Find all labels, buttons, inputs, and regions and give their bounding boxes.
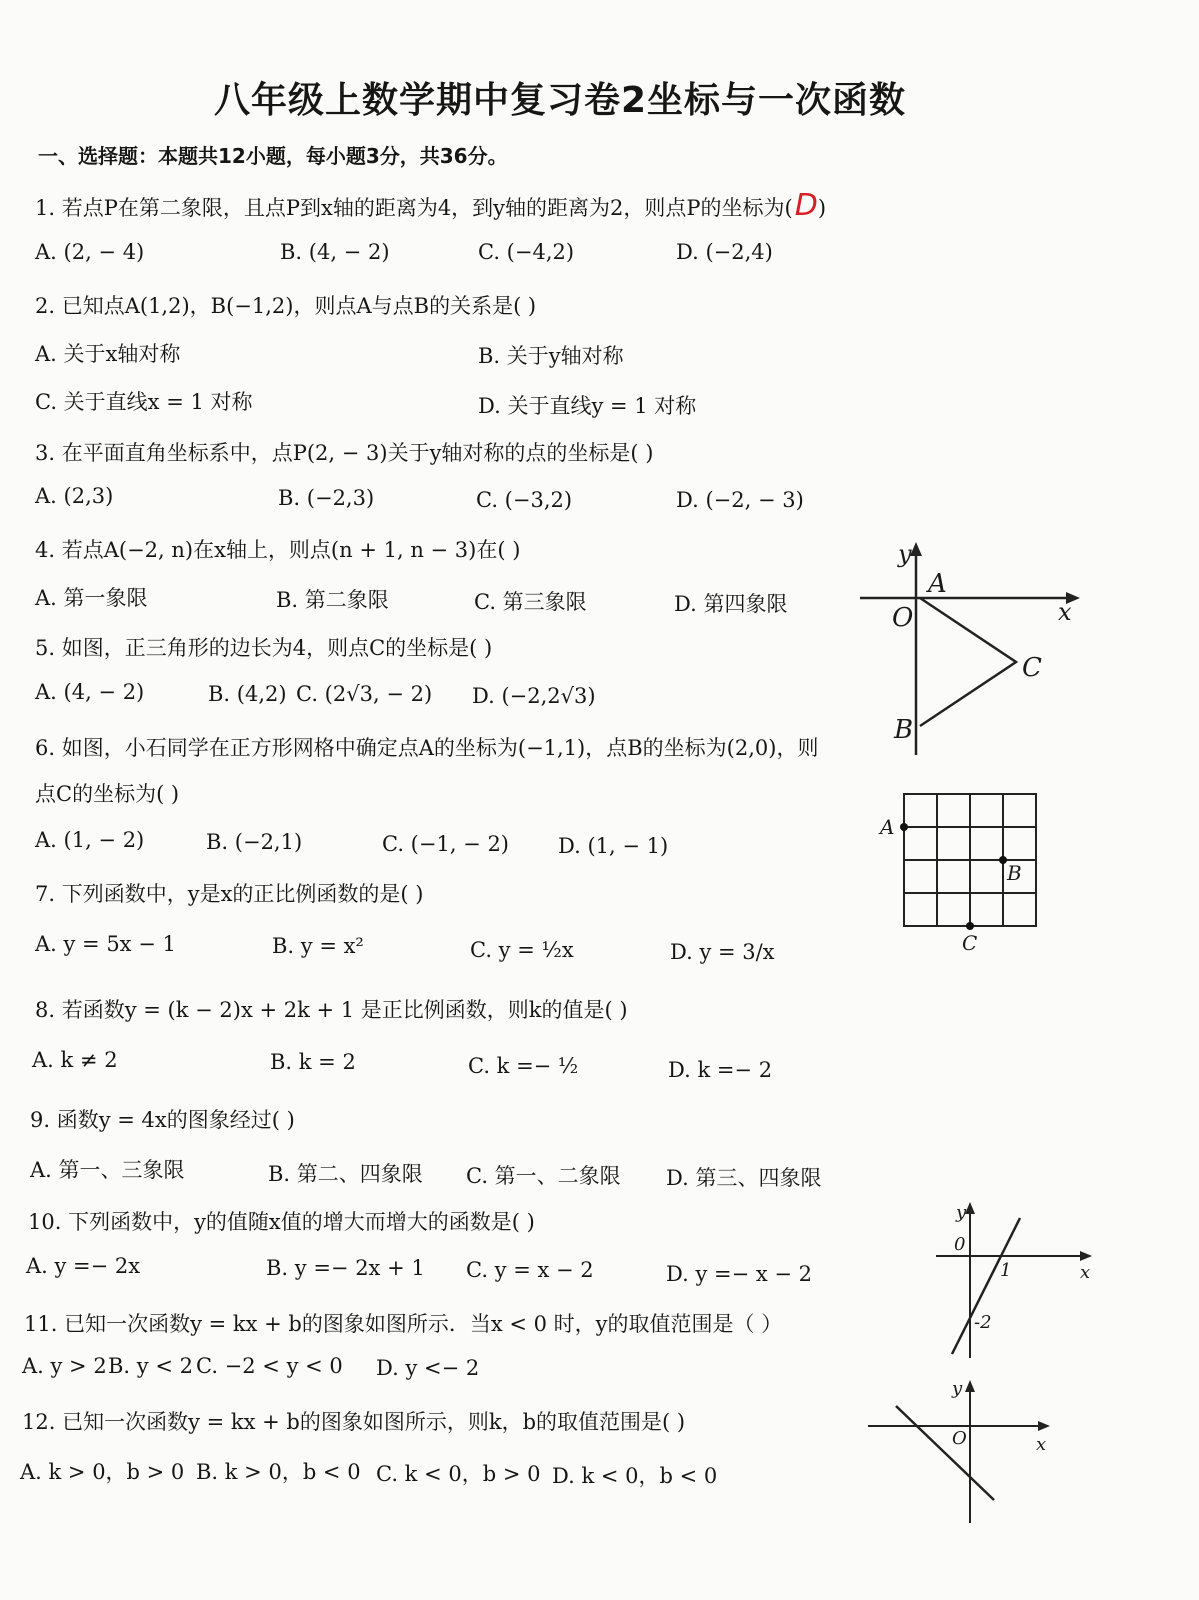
q8-option-d: D. k =− 2 [668,1058,773,1082]
q5-option-a: A. (4, − 2) [35,680,145,704]
figure-q12-graph [862,1378,1062,1528]
q7-option-c: C. y = ½x [470,938,574,962]
question-11-stem: 11. 已知一次函数y = kx + b的图象如图所示．当x < 0 时，y的取值范围是（ ） [24,1312,783,1336]
question-8-stem: 8. 若函数y = (k − 2)x + 2k + 1 是正比例函数，则k的值是( ) [35,998,628,1022]
origin-label: 0 [954,1234,966,1255]
q5-option-b: B. (4,2) [208,682,287,706]
y-axis-arrow [965,1380,975,1392]
grid-lines [904,794,1036,926]
q4-option-b: B. 第二象限 [276,588,389,612]
x-axis-arrow [1080,1251,1092,1261]
point-a-label: A [880,815,895,839]
point-a [900,823,908,831]
question-6-stem: 6. 如图，小石同学在正方形网格中确定点A的坐标为(−1,1)，点B的坐标为(2,0)，则 [35,736,819,760]
q2-option-b: B. 关于y轴对称 [478,344,624,368]
question-1-stem: 1. 若点P在第二象限，且点P到x轴的距离为4，到y轴的距离为2，则点P的坐标为( [35,196,793,220]
q3-option-b: B. (−2,3) [278,486,375,510]
origin-label: O [952,1428,967,1449]
q10-option-d: D. y =− x − 2 [666,1262,812,1286]
q10-option-b: B. y =− 2x + 1 [266,1256,425,1280]
q11-option-b: B. y < 2 [108,1354,193,1378]
q7-option-a: A. y = 5x − 1 [35,932,176,956]
question-1 [35,188,826,223]
question-5-stem: 5. 如图，正三角形的边长为4，则点C的坐标是( ) [35,636,493,660]
q10-option-a: A. y =− 2x [26,1254,141,1278]
q1-option-a: A. (2, − 4) [35,240,145,264]
q4-option-a: A. 第一象限 [35,586,148,610]
question-12-stem: 12. 已知一次函数y = kx + b的图象如图所示，则k，b的取值范围是( ) [22,1410,686,1434]
q6-option-a: A. (1, − 2) [35,828,145,852]
q5-option-d: D. (−2,2√3) [472,684,596,708]
q12-option-a: A. k > 0，b > 0 [20,1460,185,1484]
triangle-edges [920,598,1016,726]
y-label: y [956,1202,967,1223]
q9-option-d: D. 第三、四象限 [666,1166,822,1190]
q9-option-b: B. 第二、四象限 [268,1162,423,1186]
x-label: x [1058,598,1072,626]
y-axis-arrow [965,1202,975,1214]
x-label: x [1036,1434,1047,1455]
y-label: y [952,1378,963,1399]
q7-option-b: B. y = x² [272,934,364,958]
q9-option-c: C. 第一、二象限 [466,1164,621,1188]
point-b-label: B [894,715,914,745]
question-2-stem: 2. 已知点A(1,2)，B(−1,2)，则点A与点B的关系是( ) [35,294,537,318]
question-9-stem: 9. 函数y = 4x的图象经过( ) [30,1108,295,1132]
one-label: 1 [1000,1260,1012,1281]
q8-option-a: A. k ≠ 2 [32,1048,118,1072]
q4-option-c: C. 第三象限 [474,590,587,614]
origin-label: O [892,603,914,633]
point-c-label: C [1022,653,1042,683]
q3-option-d: D. (−2, − 3) [676,488,804,512]
neg2-label: -2 [974,1312,992,1333]
q4-option-d: D. 第四象限 [674,592,788,616]
q2-option-c: C. 关于直线x = 1 对称 [35,390,253,414]
q1-option-b: B. (4, − 2) [280,240,390,264]
q11-option-d: D. y <− 2 [376,1356,480,1380]
question-7-stem: 7. 下列函数中，y是x的正比例函数的是( ) [35,882,424,906]
section-heading: 一、选择题：本题共12小题，每小题3分，共36分。 [38,144,508,168]
q9-option-a: A. 第一、三象限 [30,1158,185,1182]
figure-q6-grid [876,786,1046,956]
q10-option-c: C. y = x − 2 [466,1258,594,1282]
question-10-stem: 10. 下列函数中，y的值随x值的增大而增大的函数是( ) [28,1210,535,1234]
point-b-label: B [1007,861,1022,885]
point-c-label: C [962,931,978,955]
q11-option-c: C. −2 < y < 0 [196,1354,343,1378]
question-1-stem-end: ) [817,196,827,220]
q6-option-b: B. (−2,1) [206,830,303,854]
q7-option-d: D. y = 3/x [670,940,775,964]
q3-option-c: C. (−3,2) [476,488,573,512]
q6-option-d: D. (1, − 1) [558,834,669,858]
point-c [966,922,974,930]
question-3-stem: 3. 在平面直角坐标系中，点P(2, − 3)关于y轴对称的点的坐标是( ) [35,441,654,465]
page-title: 八年级上数学期中复习卷2坐标与一次函数 [213,80,907,121]
figure-q11-graph [930,1198,1100,1368]
question-4-stem: 4. 若点A(−2, n)在x轴上，则点(n + 1, n − 3)在( ) [35,538,521,562]
question-6-stem-cont: 点C的坐标为( ) [35,782,180,806]
figure-q5-triangle [858,540,1088,765]
q8-option-b: B. k = 2 [270,1050,356,1074]
q1-option-d: D. (−2,4) [676,240,773,264]
y-axis-arrow [910,542,922,556]
point-b [999,856,1007,864]
point-a-label: A [928,569,947,599]
q1-option-c: C. (−4,2) [478,240,575,264]
q2-option-a: A. 关于x轴对称 [35,342,181,366]
q12-option-c: C. k < 0，b > 0 [376,1462,541,1486]
q3-option-a: A. (2,3) [35,484,114,508]
q6-option-c: C. (−1, − 2) [382,832,509,856]
q12-option-b: B. k > 0，b < 0 [196,1460,361,1484]
q11-option-a: A. y > 2 [22,1354,107,1378]
q12-option-d: D. k < 0，b < 0 [552,1464,718,1488]
y-label: y [898,540,912,568]
q8-option-c: C. k =− ½ [468,1054,579,1078]
function-line [896,1406,994,1500]
q2-option-d: D. 关于直线y = 1 对称 [478,394,697,418]
handwritten-answer: D [794,188,818,223]
x-axis-arrow [1038,1421,1050,1431]
q5-option-c: C. (2√3, − 2) [296,682,433,706]
x-label: x [1080,1262,1091,1283]
